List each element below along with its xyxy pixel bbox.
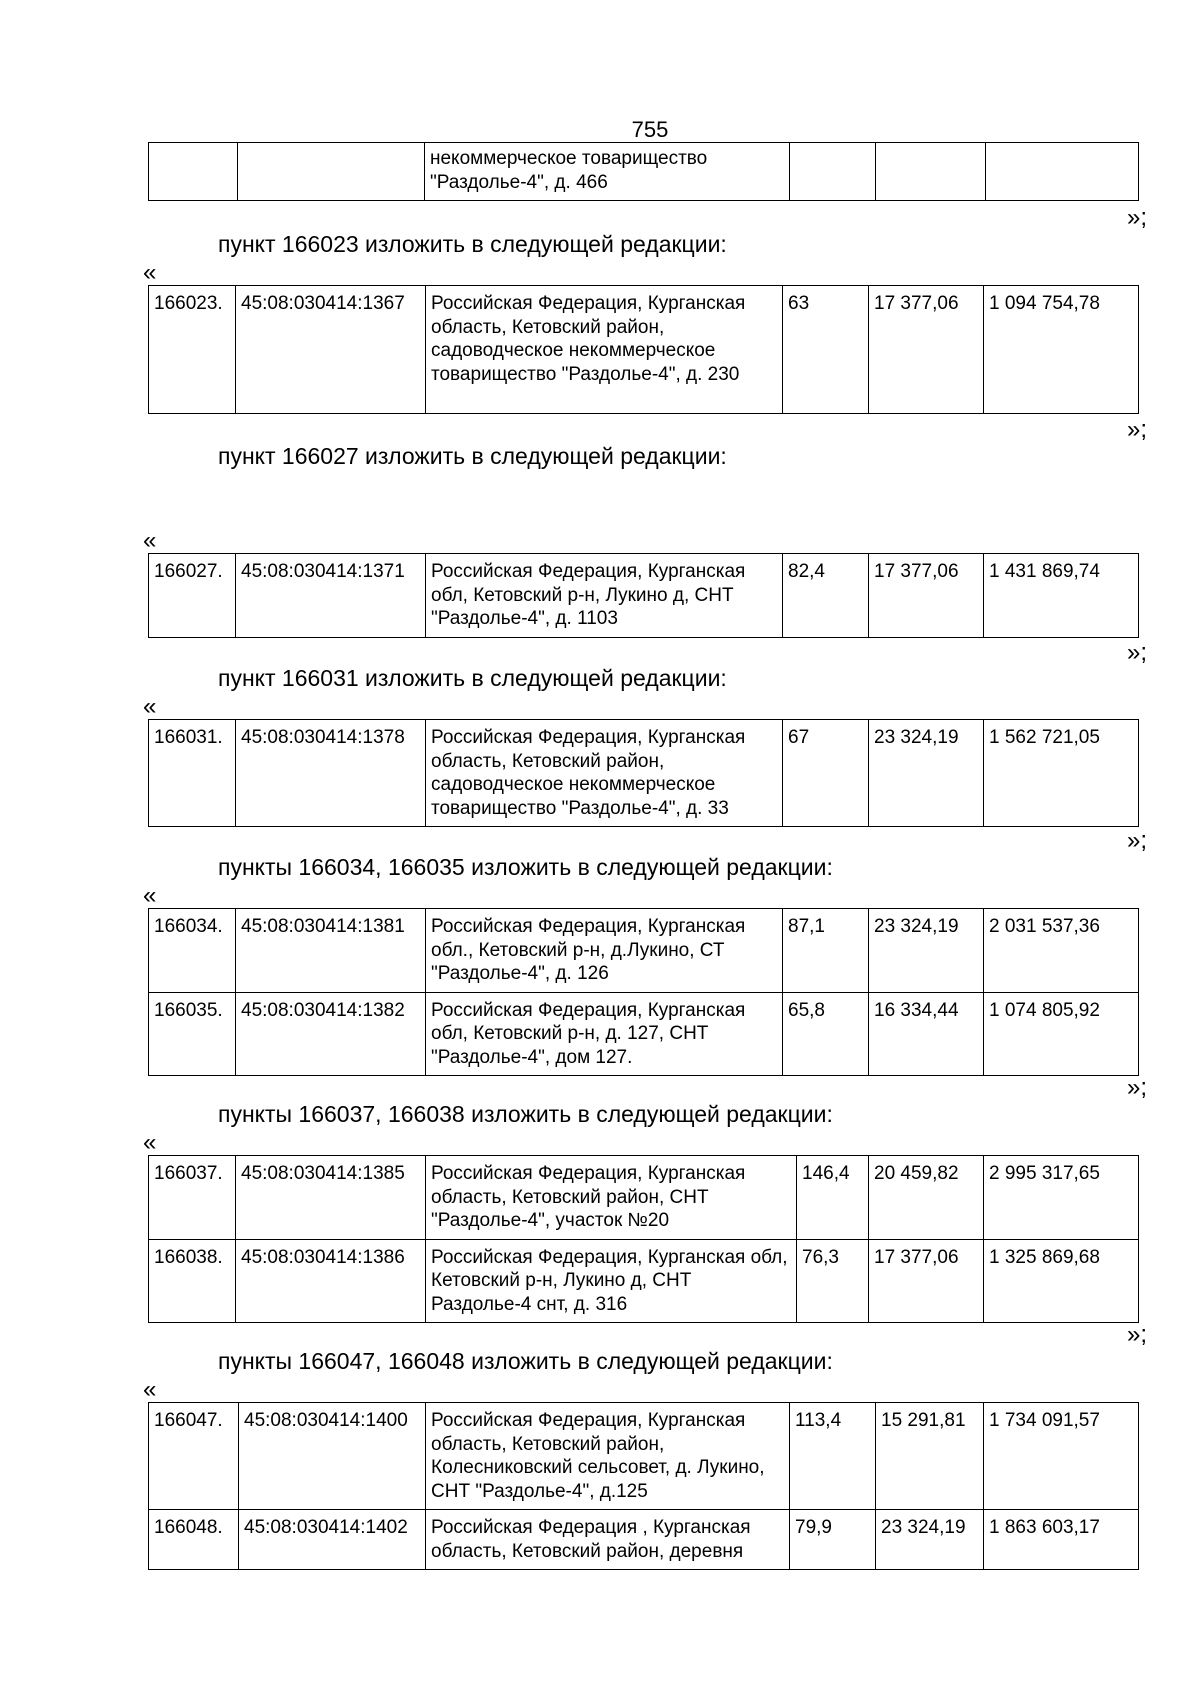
table-row [149, 1403, 1139, 1510]
table-row [149, 554, 1139, 638]
cell-area: 65,8 [783, 992, 869, 1076]
cell-area: 87,1 [783, 909, 869, 993]
cell-number: 166047. [149, 1403, 239, 1510]
instruction-text: пункт 166027 изложить в следующей редакции: [218, 443, 727, 469]
cell-cadastral [238, 143, 425, 201]
cell-cadastral: 45:08:030414:1367 [236, 286, 426, 414]
open-quote: « [143, 1129, 157, 1156]
close-quote: »; [1127, 416, 1148, 443]
table-row [149, 1510, 1139, 1570]
open-quote: « [143, 259, 157, 286]
cell-address: некоммерческое товарищество "Раздолье-4", д. 466 [425, 143, 790, 201]
instruction-text: пункты 166034, 166035 изложить в следующей редакции: [218, 854, 833, 880]
cell-area: 76,3 [797, 1239, 869, 1323]
close-quote: »; [1127, 827, 1148, 854]
cell-area: 82,4 [783, 554, 869, 638]
instruction-text: пункты 166037, 166038 изложить в следующей редакции: [218, 1101, 833, 1127]
cell-address: Российская Федерация, Курганская обл, Кетовский р-н, Лукино д, СНТ "Раздолье-4", д. 1103 [426, 554, 783, 638]
cell-area [790, 143, 876, 201]
table-row [149, 909, 1139, 993]
cell-cadastral: 45:08:030414:1400 [239, 1403, 426, 1510]
cell-rate: 16 334,44 [869, 992, 984, 1076]
instruction-text: пункт 166023 изложить в следующей редакции: [218, 231, 727, 257]
table-166047-166048 [148, 1402, 1139, 1570]
cell-address: Российская Федерация, Курганская область, Кетовский район, садоводческое некоммерческое товарищество "Раздолье-4", д. 33 [426, 720, 783, 827]
table-row [149, 720, 1139, 827]
cell-value: 1 431 869,74 [984, 554, 1139, 638]
open-quote: « [143, 1376, 157, 1403]
cell-rate: 23 324,19 [869, 909, 984, 993]
page-number: 755 [631, 117, 669, 142]
cell-number: 166031. [149, 720, 236, 827]
instruction-text: пункт 166031 изложить в следующей редакции: [218, 665, 727, 691]
table-166031 [148, 719, 1139, 827]
cell-address: Российская Федерация , Курганская область, Кетовский район, деревня [426, 1510, 790, 1570]
cell-cadastral: 45:08:030414:1378 [236, 720, 426, 827]
cell-area: 63 [783, 286, 869, 414]
cell-rate: 15 291,81 [876, 1403, 984, 1510]
cell-area: 67 [783, 720, 869, 827]
cell-number: 166027. [149, 554, 236, 638]
cell-number: 166037. [149, 1156, 236, 1240]
cell-value: 1 734 091,57 [984, 1403, 1139, 1510]
cell-number: 166048. [149, 1510, 239, 1570]
cell-value: 1 863 603,17 [984, 1510, 1139, 1570]
cell-value [986, 143, 1139, 201]
table-row [149, 1239, 1139, 1323]
cell-cadastral: 45:08:030414:1402 [239, 1510, 426, 1570]
open-quote: « [143, 693, 157, 720]
cell-number [149, 143, 238, 201]
cell-cadastral: 45:08:030414:1371 [236, 554, 426, 638]
cell-address: Российская Федерация, Курганская обл., Кетовский р-н, д.Лукино, СТ "Раздолье-4", д. 126 [426, 909, 783, 993]
cell-rate: 23 324,19 [876, 1510, 984, 1570]
cell-value: 1 094 754,78 [984, 286, 1139, 414]
close-quote: »; [1127, 1074, 1148, 1101]
table-row [149, 1156, 1139, 1240]
table-166037-166038 [148, 1155, 1139, 1323]
cell-cadastral: 45:08:030414:1385 [236, 1156, 426, 1240]
cell-value: 1 325 869,68 [984, 1239, 1139, 1323]
close-quote: »; [1127, 639, 1148, 666]
cell-address: Российская Федерация, Курганская область, Кетовский район, СНТ "Раздолье-4", участок №20 [426, 1156, 797, 1240]
table-row [149, 992, 1139, 1076]
cell-value: 2 995 317,65 [984, 1156, 1139, 1240]
cell-number: 166035. [149, 992, 236, 1076]
cell-number: 166038. [149, 1239, 236, 1323]
cell-address: Российская Федерация, Курганская обл, Кетовский р-н, Лукино д, СНТ Раздолье-4 снт, д. 316 [426, 1239, 797, 1323]
cell-number: 166034. [149, 909, 236, 993]
table-166023 [148, 285, 1139, 414]
table-row [149, 286, 1139, 414]
cell-rate: 20 459,82 [869, 1156, 984, 1240]
table-166034-166035 [148, 908, 1139, 1076]
close-quote: »; [1127, 204, 1148, 231]
cell-address: Российская Федерация, Курганская обл, Кетовский р-н, д. 127, СНТ "Раздолье-4", дом 127. [426, 992, 783, 1076]
cell-cadastral: 45:08:030414:1386 [236, 1239, 426, 1323]
cell-rate: 17 377,06 [869, 554, 984, 638]
cell-area: 146,4 [797, 1156, 869, 1240]
open-quote: « [143, 527, 157, 554]
cell-rate: 17 377,06 [869, 286, 984, 414]
cell-address: Российская Федерация, Курганская область, Кетовский район, Колесниковский сельсовет, д. Лукино, СНТ "Раздолье-4", д.125 [426, 1403, 790, 1510]
instruction-text: пункты 166047, 166048 изложить в следующей редакции: [218, 1348, 833, 1374]
cell-value: 2 031 537,36 [984, 909, 1139, 993]
table-continuation [148, 142, 1139, 201]
cell-rate: 17 377,06 [869, 1239, 984, 1323]
cell-address: Российская Федерация, Курганская область, Кетовский район, садоводческое некоммерческое товарищество "Раздолье-4", д. 230 [426, 286, 783, 414]
close-quote: »; [1127, 1321, 1148, 1348]
table-166027 [148, 553, 1139, 638]
cell-rate [876, 143, 986, 201]
cell-area: 79,9 [790, 1510, 876, 1570]
cell-value: 1 562 721,05 [984, 720, 1139, 827]
cell-cadastral: 45:08:030414:1382 [236, 992, 426, 1076]
cell-value: 1 074 805,92 [984, 992, 1139, 1076]
cell-number: 166023. [149, 286, 236, 414]
table-row [149, 143, 1139, 201]
open-quote: « [143, 882, 157, 909]
cell-area: 113,4 [790, 1403, 876, 1510]
cell-cadastral: 45:08:030414:1381 [236, 909, 426, 993]
cell-rate: 23 324,19 [869, 720, 984, 827]
